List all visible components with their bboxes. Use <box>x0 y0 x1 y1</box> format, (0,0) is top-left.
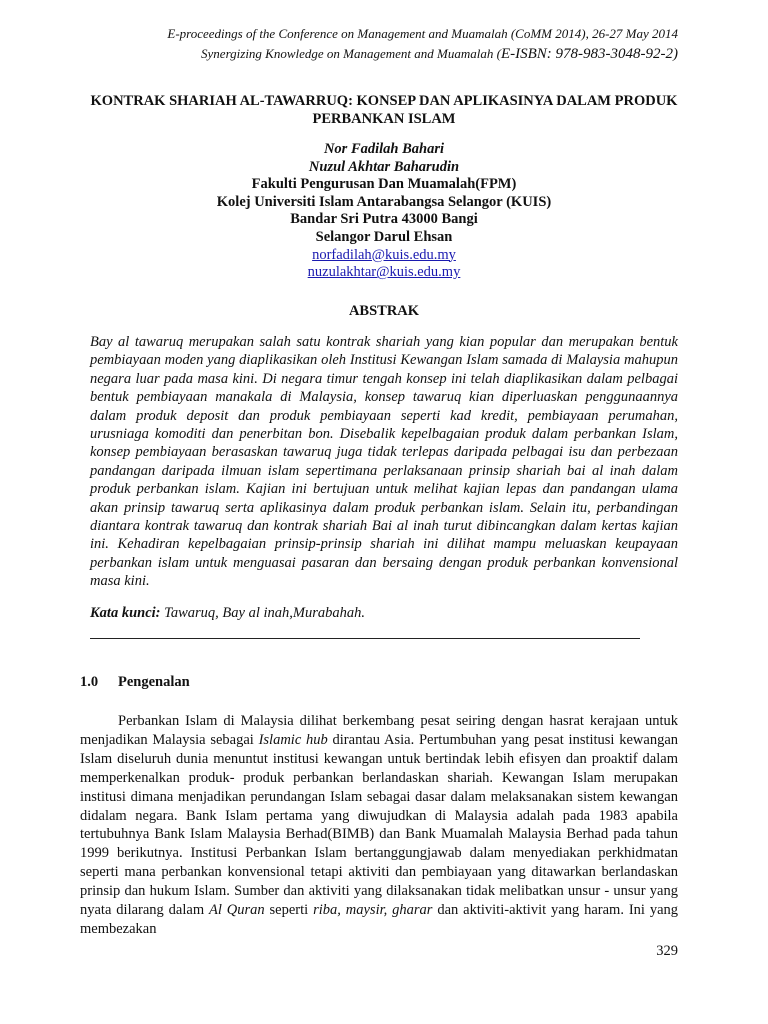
paper-title: KONTRAK SHARIAH AL-TAWARRUQ: KONSEP DAN APLIKASINYA DALAM PRODUK PERBANKAN ISLAM <box>90 93 678 127</box>
email-link[interactable]: norfadilah@kuis.edu.my <box>312 246 456 263</box>
author-name: Nuzul Akhtar Baharudin <box>308 158 460 175</box>
section-number: 1.0 <box>80 674 99 690</box>
keywords-label: Kata kunci: <box>90 605 161 621</box>
intro-paragraph: Perbankan Islam di Malaysia dilihat berkembang pesat seiring dengan hasrat kerajaan untuk menjadikan Malaysia sebagai Islamic hub dirantau Asia. Pertumbuhan yang pesat institusi kewangan Islam diseluruh dunia menuntut institusi kewangan untuk bertindak lebih efisyen dan proaktif dalam memperkenalkan produk- produk perbankan berlandaskan shariah. Kewangan Islam merupakan institusi dimana menjadikan perundangan Islam sebagai dasar dalam melaksanakan sistem kewangan didalam negara. Bank Islam pertama yang diwujudkan di Malaysia adalah pada 1983 apabila tertubuhnya Bank Islam Malaysia Berhad(BIMB) dan Bank Muamalah Malaysia Berhad pada tahun 1999 berikutnya. Institusi Perbankan Islam bertanggungjawab dalam menyediakan perkhidmatan seperti mana perbankan konvensional tetapi aktiviti dan pembiayaan yang ditawarkan berlandaskan prinsip dan hukum Islam. Sumber dan aktiviti yang dilaksanakan tidak melibatkan unsur - unsur yang nyata dilarang dalam Al Quran seperti riba, maysir, gharar dan aktiviti-aktivit yang haram. Ini yang membezakan <box>80 713 679 937</box>
abstract-heading: ABSTRAK <box>348 303 420 319</box>
term-italic: Al Quran <box>209 902 265 919</box>
running-header-line-2 <box>201 44 678 64</box>
keywords: Tawaruq, Bay al inah,Murabahah. <box>164 605 365 621</box>
term-italic: Islamic hub <box>258 731 328 748</box>
section-title: Pengenalan <box>118 674 190 690</box>
author-name: Nor Fadilah Bahari <box>323 141 445 157</box>
section-heading <box>80 674 190 691</box>
header-text: Synergizing Knowledge on Management and Muamalah ( <box>201 46 501 61</box>
running-header-line-1: E-proceedings of the Conference on Management and Muamalah (CoMM 2014), 26-27 May 2014 <box>167 26 678 41</box>
affiliation-line: Bandar Sri Putra 43000 Bangi <box>290 211 478 228</box>
term-italic: riba, maysir, gharar <box>313 902 433 919</box>
page-number: 329 <box>656 943 678 959</box>
author-block <box>80 141 688 282</box>
email-link[interactable]: nuzulakhtar@kuis.edu.my <box>307 264 461 281</box>
affiliation-line: Fakulti Pengurusan Dan Muamalah(FPM) <box>251 176 517 193</box>
affiliation-line: Selangor Darul Ehsan <box>315 228 453 245</box>
keywords-line <box>90 605 365 622</box>
abstract-text: Bay al tawaruq merupakan salah satu kontrak shariah yang kian popular dan merupakan bentuk pembiayaan moden yang diaplikasikan oleh Institusi Kewangan Islam samada di Malaysia mahupun negara luar pada masa kini. Di negara timur tengah konsep ini telah diaplikasikan dalam pelbagai bentuk pembiayaan manakala di Malaysia, konsep tawaruq kian diperluaskan penggunaannya dalam produk deposit dan produk pembiayaan seperti kad kredit, pembiayaan perumahan, urusniaga komoditi dan penerbitan bon. Disebalik kepelbagaian produk dalam perbankan Islam, konsep pembiayaan berasaskan tawaruq juga tidak terlepas daripada pelbagai isu dan perbezaan pandangan daripada ilmuan islam sepertimana perlaksanaan prinsip shariah bai al inah dalam produk perbankan islam. Kajian ini bertujuan untuk melihat kajian lepas dan pandangan ulama akan prinsip tawaruq serta aplikasinya dalam produk perbankan islam. Selain itu, perbandingan diantara kontrak tawaruq dan kontrak shariah Bai al inah turut dibincangkan dalam kertas kajian ini. Kehadiran kepelbagaian prinsip-prinsip shariah ini dilihat mampu meluaskan keupayaan perbankan islam untuk menguasai pasaran dan bersaing dengan produk perbankan konvensional masa kini. <box>90 334 678 590</box>
separator-rule <box>90 638 640 639</box>
header-isbn: E-ISBN: 978-983-3048-92-2) <box>500 46 678 62</box>
affiliation-line: Kolej Universiti Islam Antarabangsa Selangor (KUIS) <box>216 193 552 210</box>
